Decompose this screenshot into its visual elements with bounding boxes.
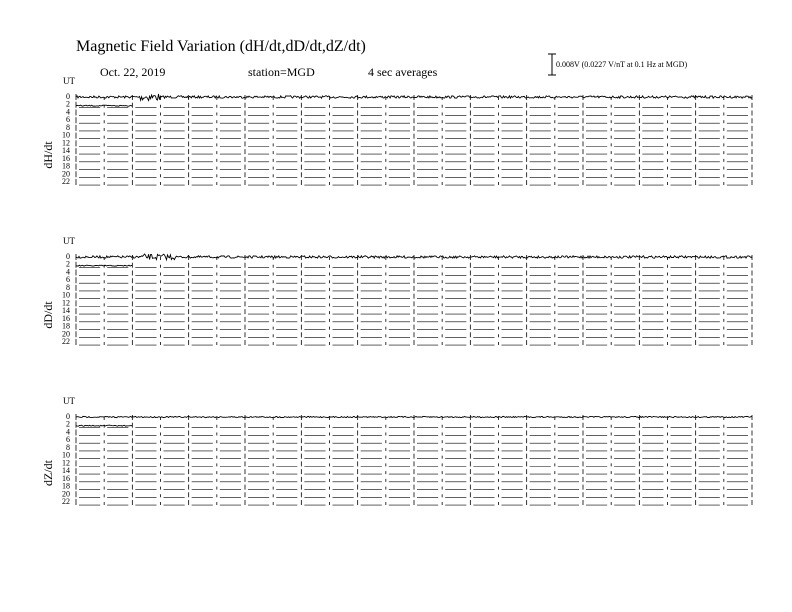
ut-label: UT [63, 76, 75, 86]
date-label: Oct. 22, 2019 [100, 65, 166, 79]
hour-tick-label: 0 [66, 92, 70, 101]
hour-tick-label: 0 [66, 412, 70, 421]
hour-tick-label: 12 [62, 138, 70, 148]
hour-tick-label: 12 [62, 298, 70, 308]
hour-tick-label: 22 [62, 497, 70, 507]
panel-ylabel: dD/dt [41, 301, 55, 329]
panel-ylabel: dZ/dt [41, 460, 55, 486]
averaging-label: 4 sec averages [368, 65, 438, 79]
hour-tick-label: 10 [62, 450, 70, 460]
hour-tick-label: 2 [66, 419, 70, 429]
hour-tick-label: 10 [62, 130, 70, 140]
hour-tick-label: 18 [62, 321, 70, 331]
hour-tick-label: 6 [66, 435, 70, 445]
scale-bar-label: 0.008V (0.0227 V/nT at 0.1 Hz at MGD) [556, 60, 688, 69]
hour-tick-label: 0 [66, 252, 70, 261]
hour-tick-label: 22 [62, 337, 70, 347]
hour-tick-label: 16 [62, 153, 70, 163]
hour-tick-label: 10 [62, 290, 70, 300]
hour-tick-label: 4 [66, 107, 70, 117]
hour-tick-label: 18 [62, 161, 70, 171]
trace-line-partial [76, 265, 132, 266]
hour-tick-label: 12 [62, 458, 70, 468]
hour-tick-label: 8 [66, 122, 70, 132]
hour-tick-label: 14 [62, 146, 70, 156]
hour-tick-label: 18 [62, 481, 70, 491]
panel-ylabel: dH/dt [41, 141, 55, 169]
hour-tick-label: 20 [62, 489, 70, 499]
hour-tick-label: 16 [62, 313, 70, 323]
hour-tick-label: 2 [66, 99, 70, 109]
hour-tick-label: 8 [66, 442, 70, 452]
hour-tick-label: 14 [62, 466, 70, 476]
hour-tick-label: 2 [66, 259, 70, 269]
hour-tick-label: 22 [62, 177, 70, 187]
hour-tick-label: 20 [62, 169, 70, 179]
hour-tick-label: 6 [66, 275, 70, 285]
chart-title: Magnetic Field Variation (dH/dt,dD/dt,dZ/dt) [76, 38, 366, 55]
hour-tick-label: 14 [62, 306, 70, 316]
hour-tick-label: 4 [66, 267, 70, 277]
station-label: station=MGD [248, 65, 315, 79]
hour-tick-label: 4 [66, 427, 70, 437]
hour-tick-label: 8 [66, 282, 70, 292]
ut-label: UT [63, 396, 75, 406]
hour-tick-label: 20 [62, 329, 70, 339]
hour-tick-label: 6 [66, 115, 70, 125]
hour-tick-label: 16 [62, 473, 70, 483]
ut-label: UT [63, 236, 75, 246]
